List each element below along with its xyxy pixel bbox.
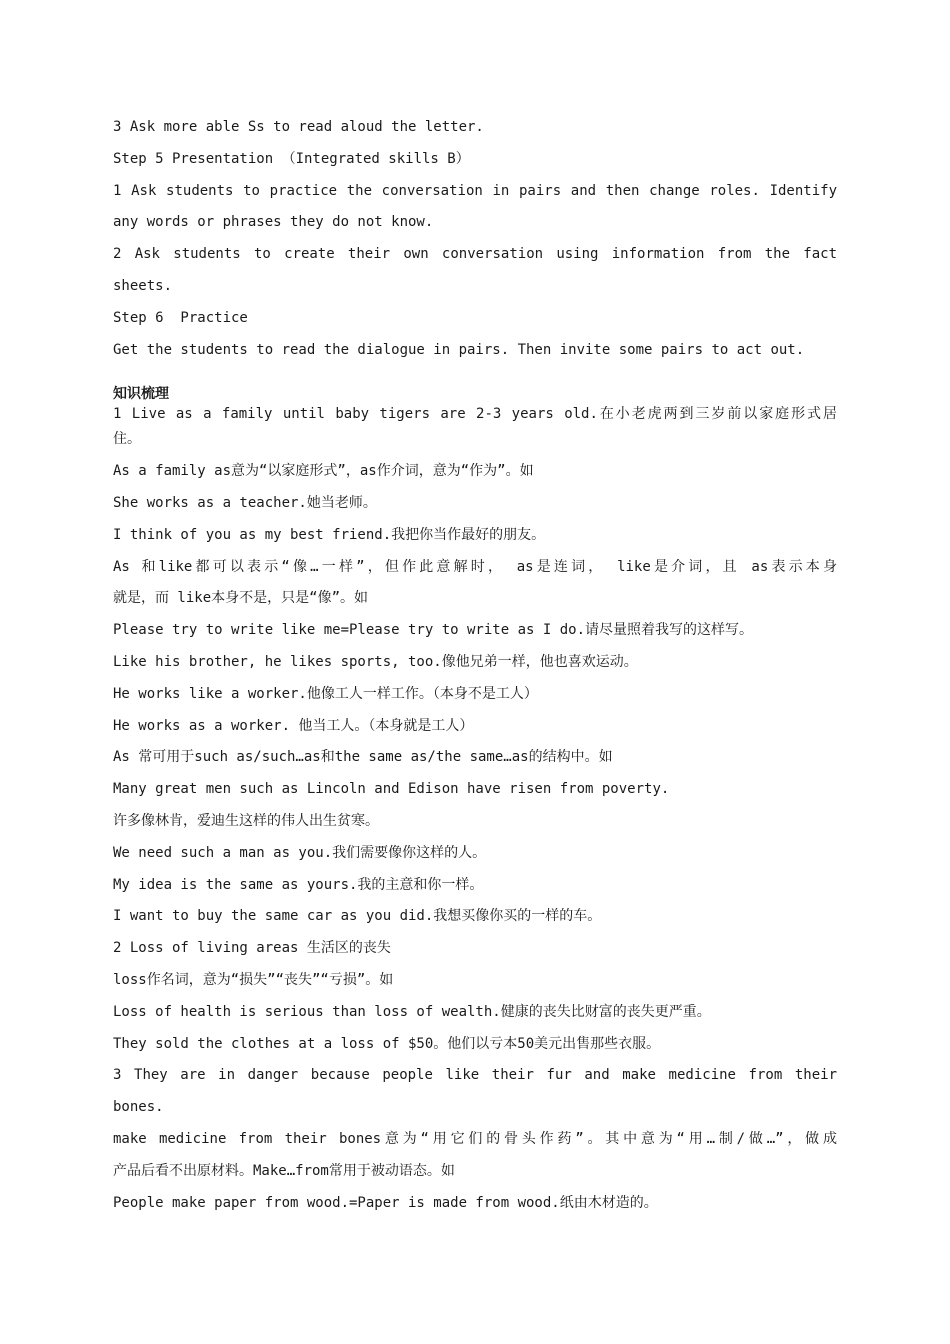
text-line: Please try to write like me=Please try to write as I do.请尽量照着我写的这样写。 bbox=[113, 622, 754, 639]
top-section bbox=[113, 112, 837, 366]
step-heading: Step 5 Presentation （Integrated skills B） bbox=[113, 150, 470, 167]
text-line: 就是，而 like本身不是，只是“像”。如 bbox=[113, 590, 369, 607]
text-line: They sold the clothes at a loss of $50。他们以亏本50美元出售那些衣服。 bbox=[113, 1035, 661, 1052]
text-line: 住。 bbox=[113, 431, 141, 448]
text-line: any words or phrases they do not know. bbox=[113, 214, 434, 231]
text-line: Get the students to read the dialogue in pairs. Then invite some pairs to act out. bbox=[113, 341, 805, 358]
text-line: He works like a worker.他像工人一样工作。（本身不是工人） bbox=[113, 685, 538, 702]
text-line: As 常可用于such as/such…as和the same as/the same…as的结构中。如 bbox=[113, 749, 613, 766]
text-line: He works as a worker. 他当工人。（本身就是工人） bbox=[113, 717, 474, 734]
text-line: 2 Ask students to create their own conversation using information from the fact bbox=[113, 246, 837, 263]
text-line: sheets. bbox=[113, 277, 173, 294]
text-line: My idea is the same as yours.我的主意和你一样。 bbox=[113, 876, 484, 893]
text-line: 产品后看不出原材料。Make…from常用于被动语态。如 bbox=[113, 1162, 455, 1179]
text-line: We need such a man as you.我们需要像你这样的人。 bbox=[113, 844, 487, 861]
text-line: She works as a teacher.她当老师。 bbox=[113, 494, 377, 511]
text-line: I want to buy the same car as you did.我想买像你买的一样的车。 bbox=[113, 908, 602, 925]
text-line: As 和like都可以表示“像…一样”，但作此意解时， as是连词， like是介词，且 as表示本身 bbox=[113, 558, 837, 575]
section-heading: 知识梳理 bbox=[113, 386, 169, 403]
text-line: bones. bbox=[113, 1099, 164, 1116]
text-line: People make paper from wood.=Paper is made from wood.纸由木材造的。 bbox=[113, 1194, 658, 1211]
text-line: 2 Loss of living areas 生活区的丧失 bbox=[113, 940, 391, 957]
text-line: loss作名词，意为“损失”“丧失”“亏损”。如 bbox=[113, 971, 394, 988]
text-line: As a family as意为“以家庭形式”，as作介词，意为“作为”。如 bbox=[113, 463, 534, 480]
text-line: Many great men such as Lincoln and Edison have risen from poverty. bbox=[113, 781, 670, 798]
text-line: 1 Ask students to practice the conversation in pairs and then change roles. Identify bbox=[113, 182, 837, 199]
text-line: 1 Live as a family until baby tigers are 2-3 years old.在小老虎两到三岁前以家庭形式居 bbox=[113, 406, 837, 423]
document-page bbox=[113, 112, 837, 1219]
text-line: make medicine from their bones意为“用它们的骨头作药”。其中意为“用…制/做…”，做成 bbox=[113, 1130, 837, 1147]
text-line: 许多像林肯，爱迪生这样的伟人出生贫寒。 bbox=[113, 812, 379, 829]
text-line: Like his brother, he likes sports, too.像他兄弟一样，他也喜欢运动。 bbox=[113, 653, 638, 670]
knowledge-section bbox=[113, 384, 837, 1219]
text-line: 3 They are in danger because people like their fur and make medicine from their bbox=[113, 1067, 837, 1084]
text-line: I think of you as my best friend.我把你当作最好的朋友。 bbox=[113, 526, 546, 543]
text-line: 3 Ask more able Ss to read aloud the letter. bbox=[113, 119, 484, 135]
text-line: Loss of health is serious than loss of wealth.健康的丧失比财富的丧失更严重。 bbox=[113, 1003, 711, 1020]
step-heading: Step 6 Practice bbox=[113, 309, 248, 326]
